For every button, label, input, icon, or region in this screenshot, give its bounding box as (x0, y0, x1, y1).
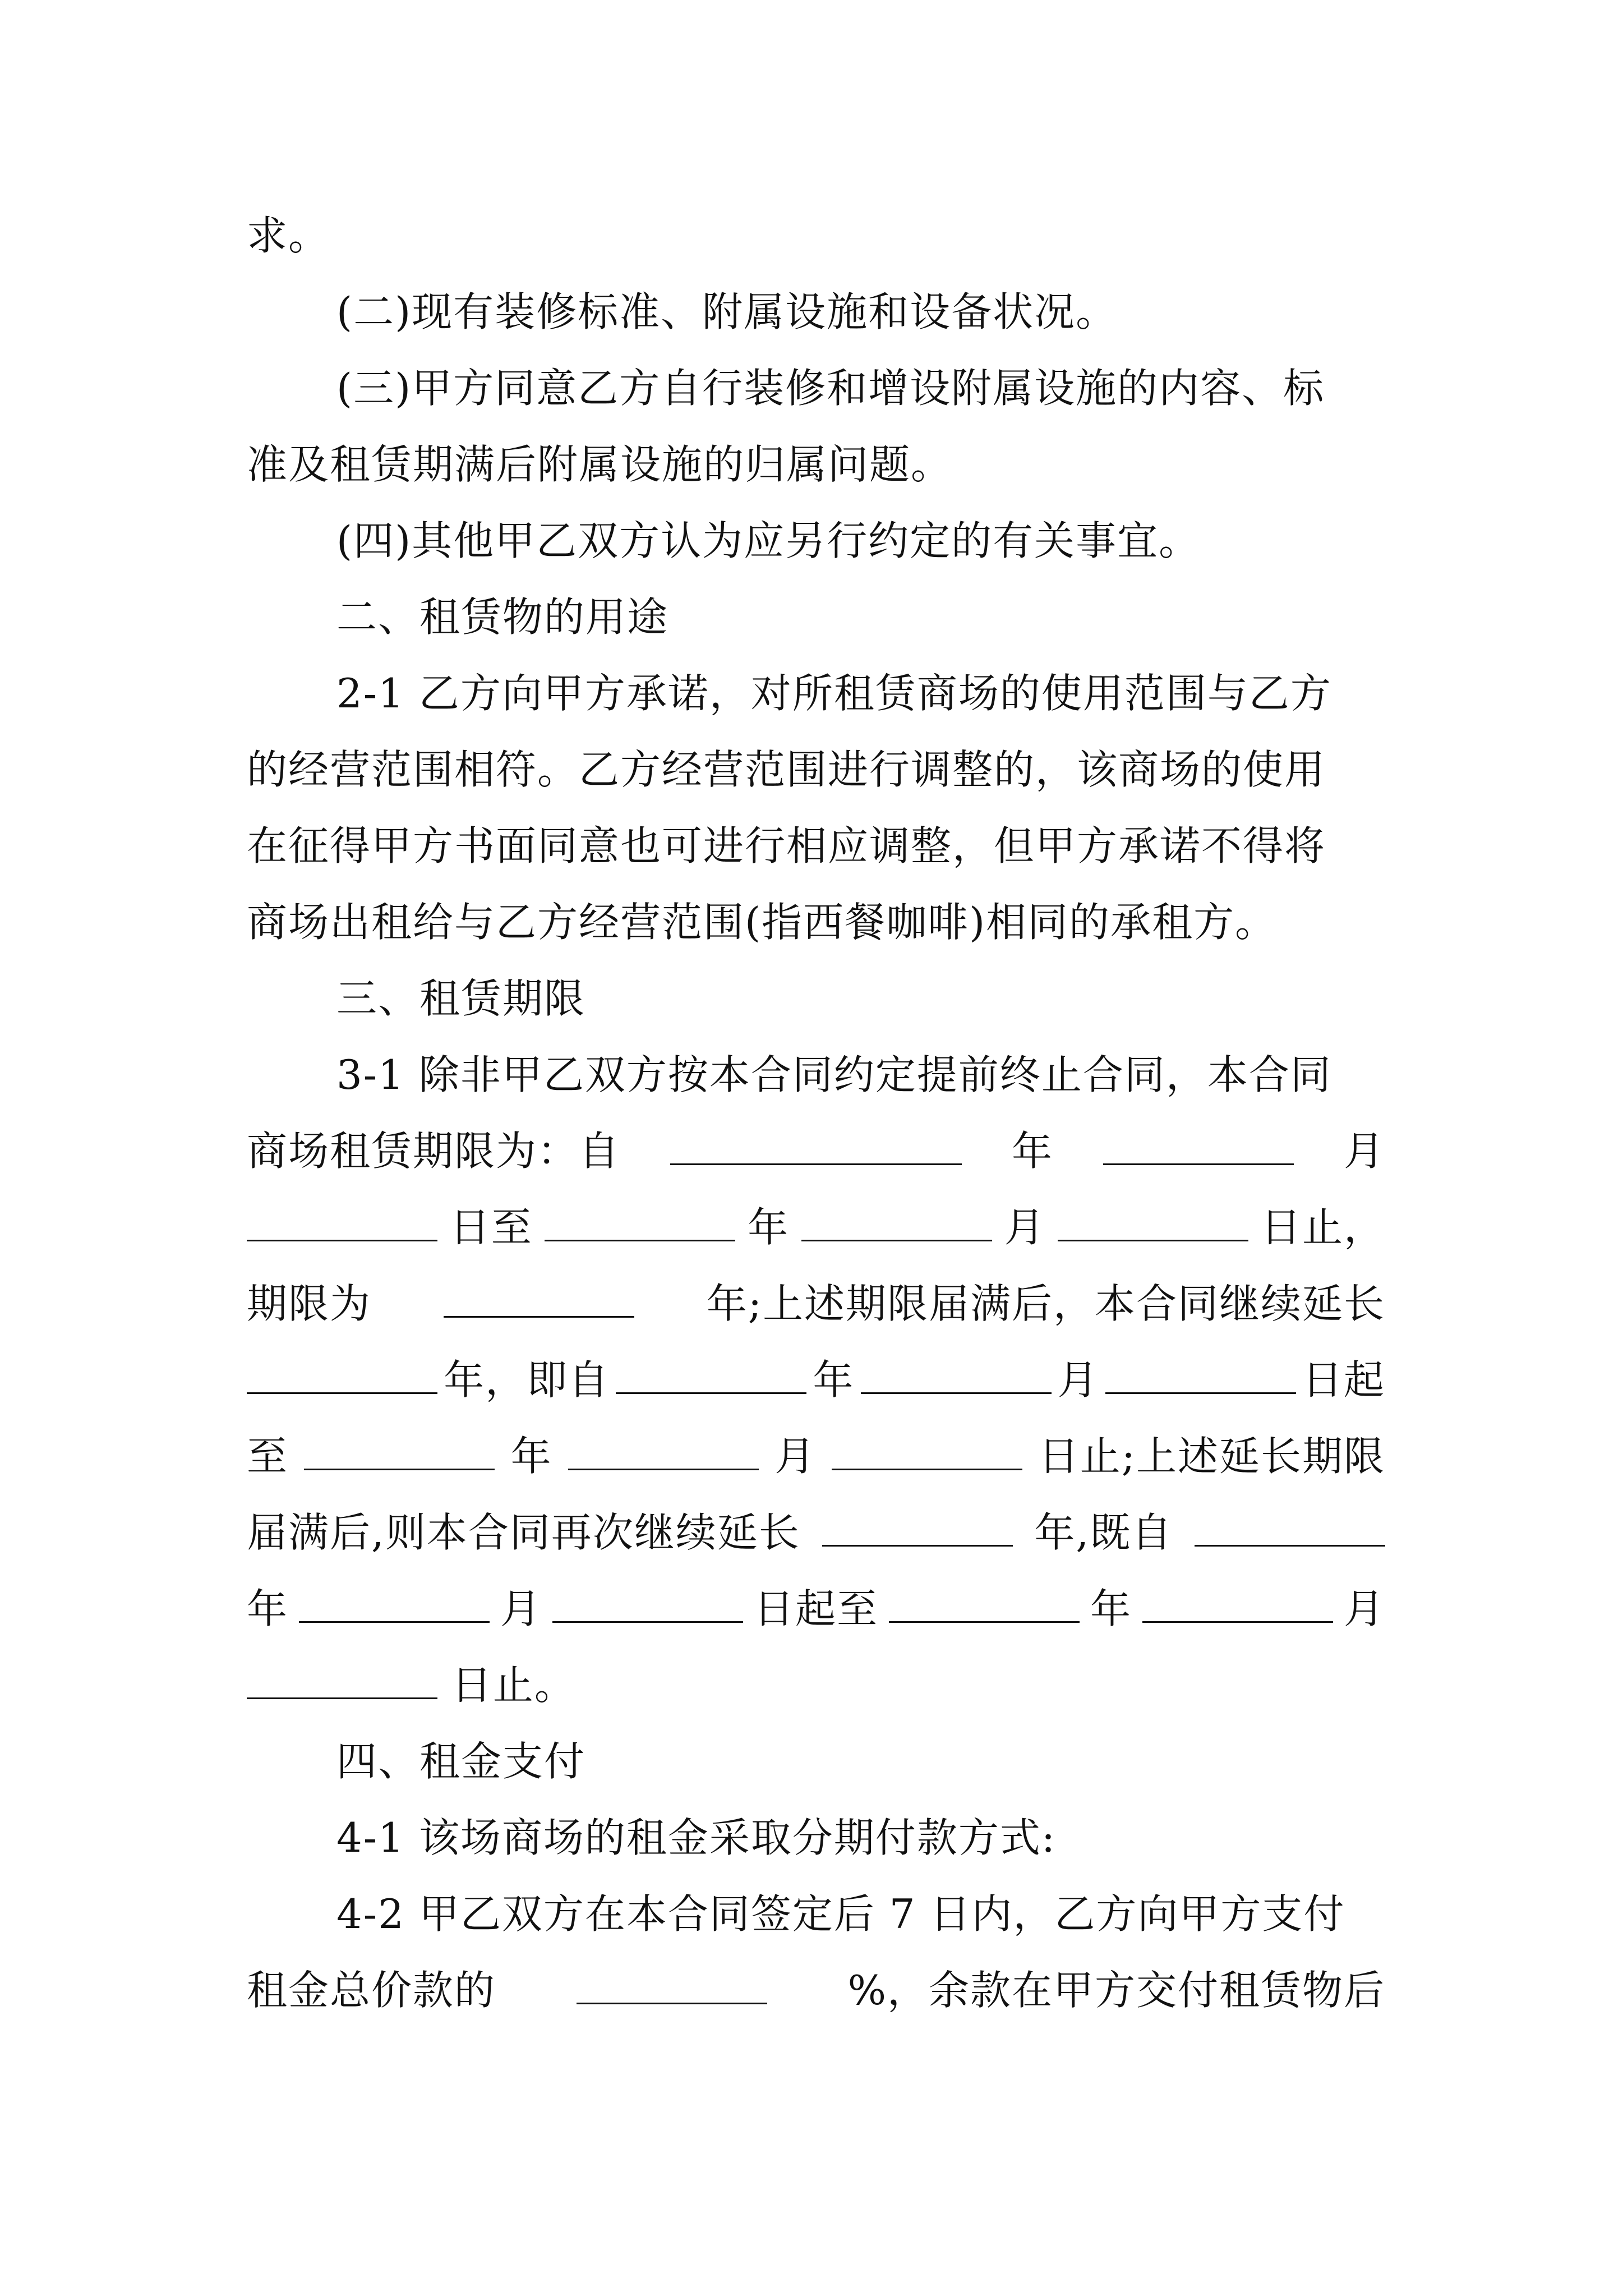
clause-3-1: 3-1 除非甲乙双方按本合同约定提前终止合同，本合同 (336, 1051, 1332, 1098)
term-text: 日至 (449, 1204, 533, 1251)
blank-field (444, 1277, 634, 1318)
term-line-8 (247, 1658, 1385, 1712)
section-heading-rent: 四、租金支付 (336, 1738, 586, 1785)
term-line-1 (247, 1124, 1385, 1178)
blank-field (822, 1506, 1013, 1547)
term-text: 年,既自 (1034, 1509, 1173, 1556)
clause-item-4: (四)其他甲乙双方认为应另行约定的有关事宜。 (336, 517, 1201, 564)
term-text: 年 (748, 1204, 790, 1251)
blank-field (1105, 1353, 1296, 1394)
paragraph-line: 的经营范围相符。乙方经营范围进行调整的，该商场的使用 (247, 746, 1326, 793)
term-text: 月 (1343, 1585, 1385, 1632)
term-text: 月 (774, 1433, 817, 1480)
term-text: 年 (247, 1585, 289, 1632)
paragraph-line: 求。 (247, 212, 330, 259)
term-text: 年;上述期限届满后，本合同继续延长 (706, 1280, 1385, 1327)
term-text: 月 (1057, 1356, 1099, 1404)
blank-field (304, 1429, 495, 1470)
blank-field (1103, 1124, 1294, 1165)
term-text: 年 (1090, 1585, 1132, 1632)
section-heading-usage: 二、租赁物的用途 (336, 593, 669, 641)
blank-field (1195, 1506, 1385, 1547)
term-text: 期限为 (247, 1280, 372, 1327)
term-line-4 (247, 1353, 1385, 1407)
term-line-6 (247, 1506, 1385, 1559)
clause-item-3: (三)甲方同意乙方自行装修和增设附属设施的内容、标 (336, 365, 1325, 412)
blank-field (299, 1582, 490, 1623)
blank-field (247, 1658, 437, 1699)
term-text: 年 (813, 1356, 855, 1404)
blank-field (889, 1582, 1080, 1623)
term-text: 月 (1004, 1204, 1046, 1251)
paragraph-line: 商场出租给与乙方经营范围(指西餐咖啡)相同的承租方。 (247, 899, 1277, 946)
blank-field (801, 1200, 992, 1241)
term-text: 日起 (1302, 1356, 1385, 1404)
term-text: 租金总价款的 (247, 1967, 496, 2014)
term-text: 月 (500, 1585, 542, 1632)
term-text: %，余款在甲方交付租赁物后 (847, 1967, 1385, 2014)
clause-2-1: 2-1 乙方向甲方承诺，对所租赁商场的使用范围与乙方 (336, 670, 1332, 717)
blank-field (616, 1353, 806, 1394)
blank-field (832, 1429, 1022, 1470)
term-text: 届满后,则本合同再次继续延长 (247, 1509, 800, 1556)
blank-field (577, 1963, 767, 2004)
term-text: 年，即自 (444, 1356, 610, 1404)
term-text: 日止。 (451, 1662, 576, 1709)
term-text: 至 (247, 1433, 289, 1480)
paragraph-line: 在征得甲方书面同意也可进行相应调整，但甲方承诺不得将 (247, 822, 1326, 869)
term-text: 年 (510, 1433, 552, 1480)
term-text: 年 (1011, 1128, 1053, 1175)
clause-4-2: 4-2 甲乙双方在本合同签定后 7 日内，乙方向甲方支付 (336, 1890, 1345, 1938)
term-text: 日起至 (753, 1585, 878, 1632)
term-line-2 (247, 1200, 1385, 1254)
blank-field (552, 1582, 743, 1623)
rent-percentage-line (247, 1963, 1385, 2017)
blank-field (670, 1124, 962, 1165)
term-text: 月 (1343, 1128, 1385, 1175)
clause-4-1: 4-1 该场商场的租金采取分期付款方式: (336, 1814, 1057, 1861)
blank-field (247, 1353, 437, 1394)
blank-field (545, 1200, 735, 1241)
term-line-3 (247, 1277, 1385, 1331)
blank-field (861, 1353, 1052, 1394)
blank-field (247, 1200, 437, 1241)
term-text: 商场租赁期限为：自 (247, 1128, 621, 1175)
blank-field (1142, 1582, 1333, 1623)
blank-field (568, 1429, 759, 1470)
clause-item-2: (二)现有装修标准、附属设施和设备状况。 (336, 288, 1118, 335)
term-line-7 (247, 1582, 1385, 1636)
paragraph-line: 准及租赁期满后附属设施的归属问题。 (247, 441, 953, 488)
term-line-5 (247, 1429, 1385, 1483)
term-text: 日止， (1260, 1204, 1385, 1251)
term-text: 日止;上述延长期限 (1038, 1433, 1385, 1480)
section-heading-term: 三、租赁期限 (336, 975, 586, 1022)
blank-field (1058, 1200, 1248, 1241)
